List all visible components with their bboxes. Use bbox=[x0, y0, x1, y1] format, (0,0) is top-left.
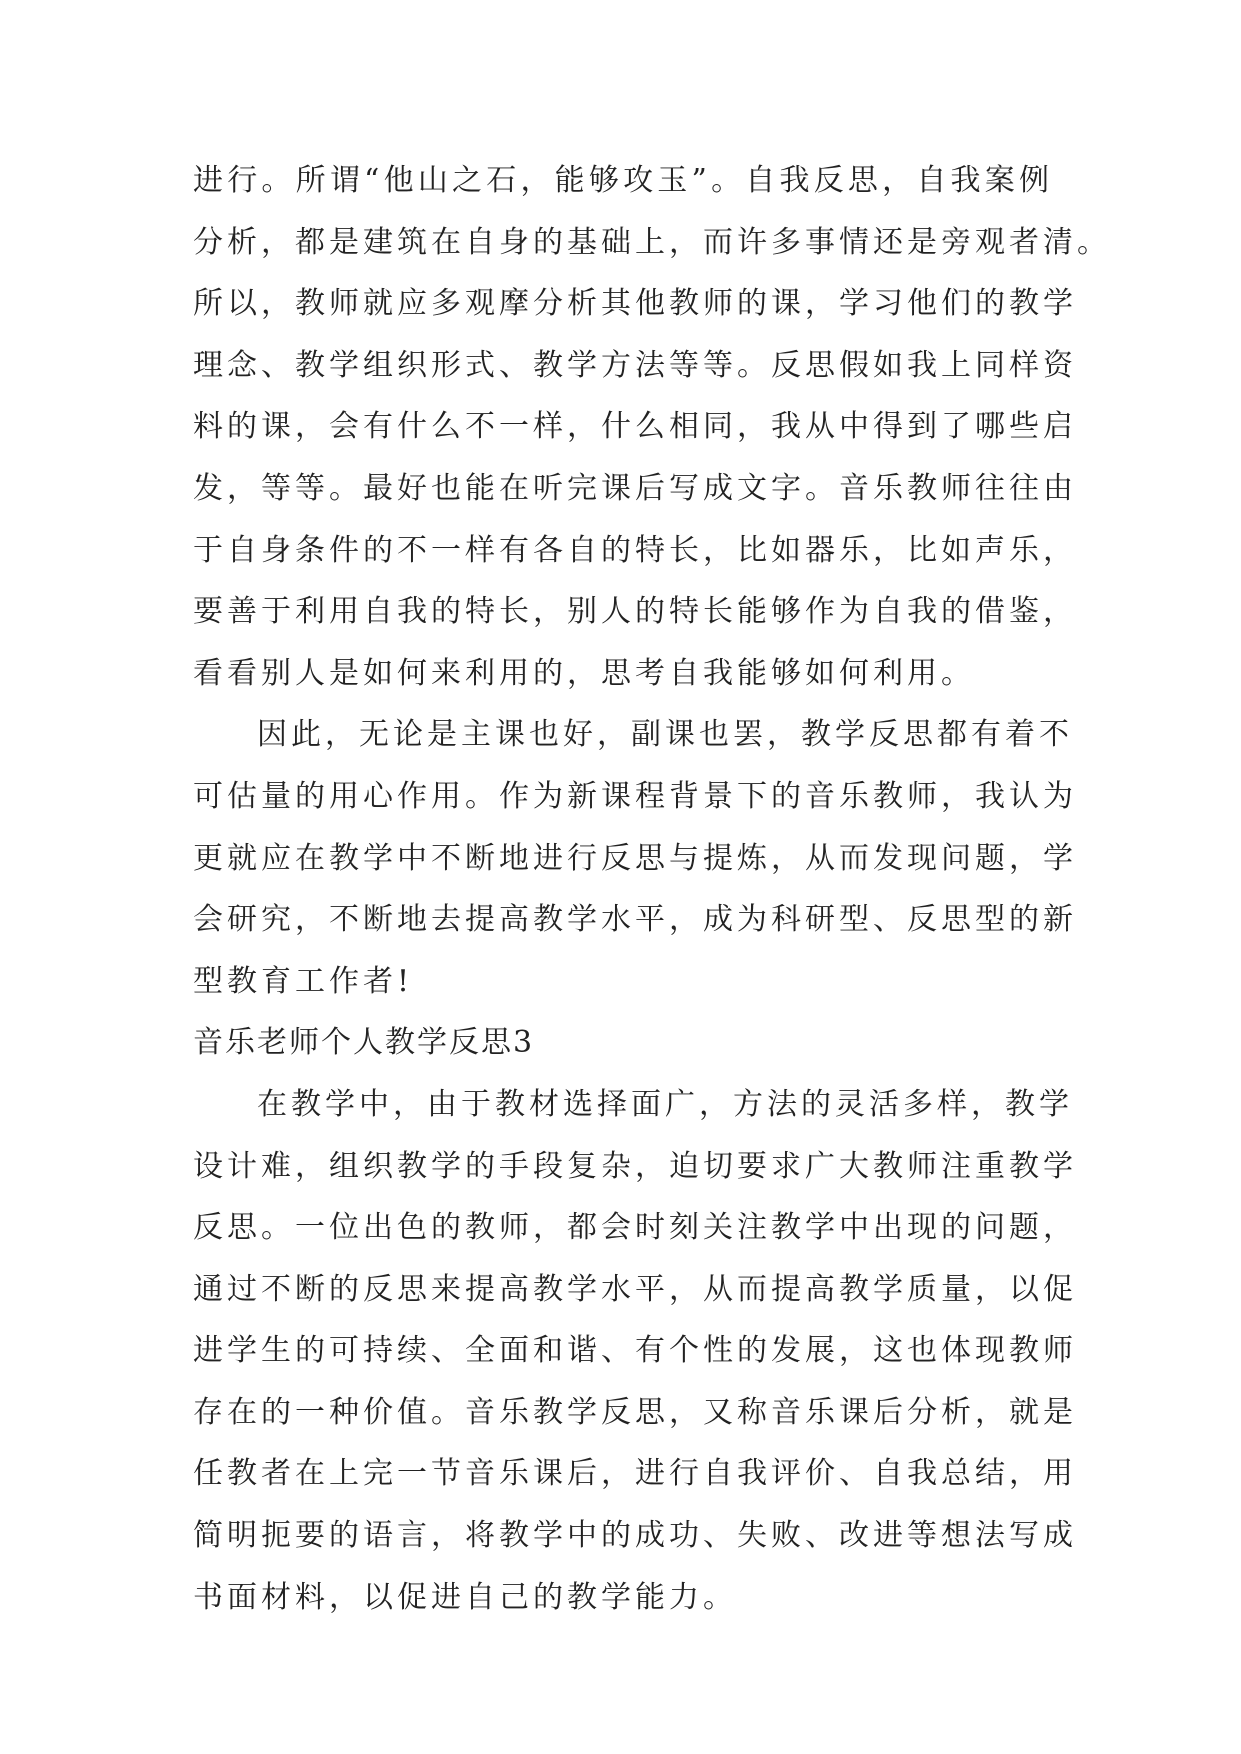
text-line: 任教者在上完一节音乐课后，进行自我评价、自我总结，用 bbox=[193, 1456, 1077, 1492]
paragraph-2 bbox=[193, 704, 1077, 1012]
text-line: 发，等等。最好也能在听完课后写成文字。音乐教师往往由 bbox=[193, 470, 1077, 506]
text-line: 简明扼要的语言，将教学中的成功、失败、改进等想法写成 bbox=[193, 1518, 1077, 1554]
paragraph-3 bbox=[193, 1074, 1077, 1628]
section-heading bbox=[193, 1012, 1053, 1074]
text-line: 反思。一位出色的教师，都会时刻关注教学中出现的问题， bbox=[193, 1210, 1077, 1246]
text-line: 设计难，组织教学的手段复杂，迫切要求广大教师注重教学 bbox=[193, 1148, 1077, 1184]
text-line: 书面材料，以促进自己的教学能力。 bbox=[193, 1579, 737, 1615]
text-line: 存在的一种价值。音乐教学反思，又称音乐课后分析，就是 bbox=[193, 1394, 1077, 1430]
paragraph-1 bbox=[193, 150, 1111, 704]
text-line: 于自身条件的不一样有各自的特长，比如器乐，比如声乐， bbox=[193, 532, 1077, 568]
text-line: 理念、教学组织形式、教学方法等等。反思假如我上同样资 bbox=[193, 347, 1077, 383]
text-line: 因此，无论是主课也好，副课也罢，教学反思都有着不 bbox=[257, 717, 1073, 753]
text-line: 料的课，会有什么不一样，什么相同，我从中得到了哪些启 bbox=[193, 409, 1077, 445]
text-line: 在教学中，由于教材选择面广，方法的灵活多样，教学 bbox=[257, 1086, 1073, 1122]
section-title: 音乐老师个人教学反思3 bbox=[193, 1025, 535, 1061]
text-line: 要善于利用自我的特长，别人的特长能够作为自我的借鉴， bbox=[193, 594, 1077, 630]
text-line: 更就应在教学中不断地进行反思与提炼，从而发现问题，学 bbox=[193, 840, 1077, 876]
text-line: 进行。所谓“他山之石，能够攻玉”。自我反思，自我案例 bbox=[193, 163, 1053, 198]
text-line: 所以，教师就应多观摩分析其他教师的课，学习他们的教学 bbox=[193, 286, 1077, 322]
text-line: 会研究，不断地去提高教学水平，成为科研型、反思型的新 bbox=[193, 902, 1077, 938]
text-line: 可估量的用心作用。作为新课程背景下的音乐教师，我认为 bbox=[193, 778, 1077, 814]
text-line: 进学生的可持续、全面和谐、有个性的发展，这也体现教师 bbox=[193, 1333, 1077, 1369]
text-line: 分析，都是建筑在自身的基础上，而许多事情还是旁观者清。 bbox=[193, 224, 1111, 260]
text-line: 通过不断的反思来提高教学水平，从而提高教学质量，以促 bbox=[193, 1271, 1077, 1307]
text-line: 型教育工作者! bbox=[193, 963, 414, 999]
text-line: 看看别人是如何来利用的，思考自我能够如何利用。 bbox=[193, 655, 975, 691]
document-body bbox=[193, 150, 1111, 1628]
